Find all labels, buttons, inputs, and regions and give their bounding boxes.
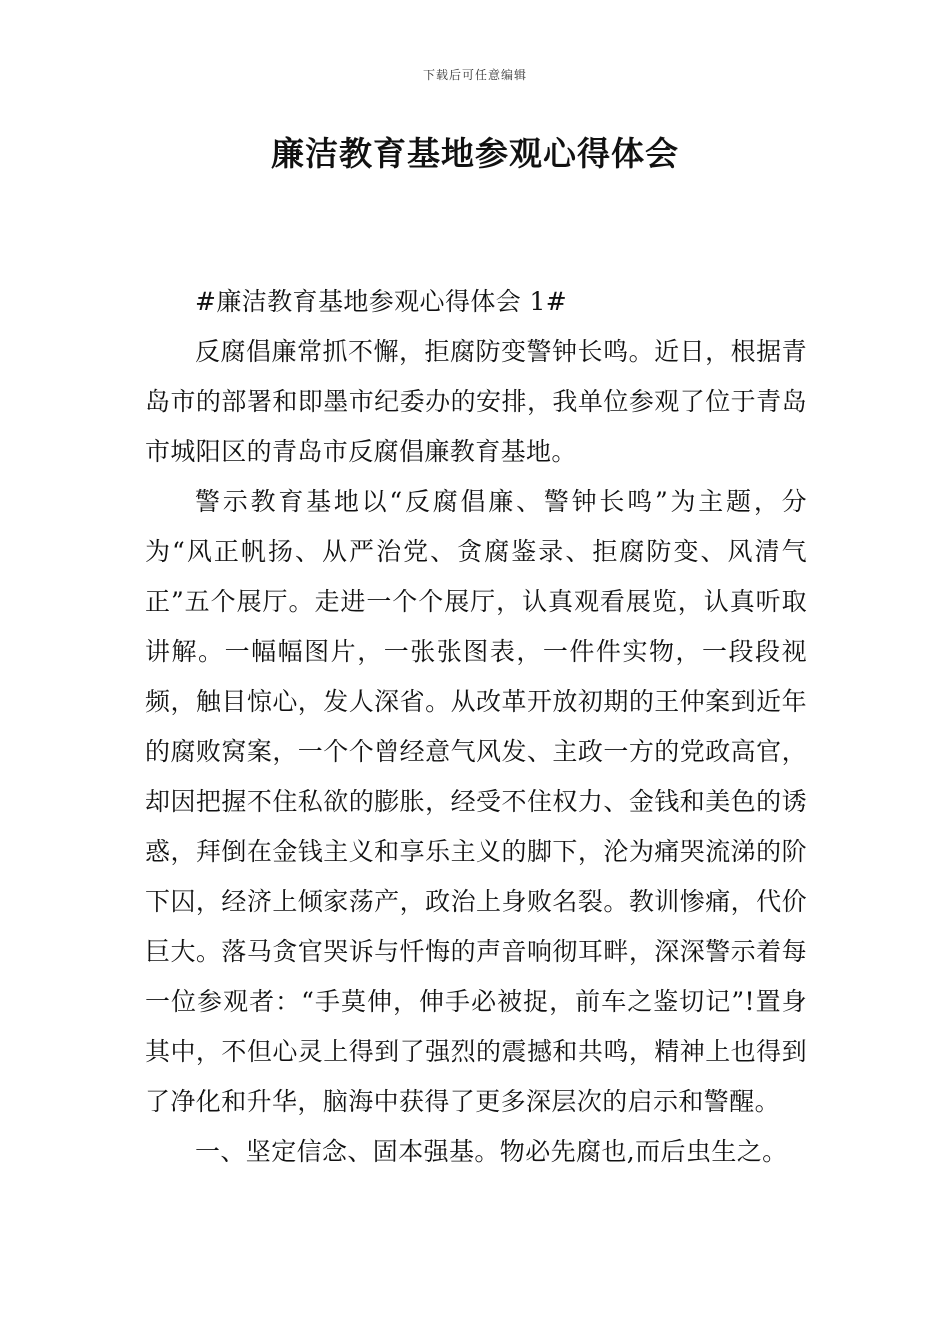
document-body: [145, 277, 807, 1177]
document-title: 廉洁教育基地参观心得体会: [271, 134, 679, 173]
section-marker: #廉洁教育基地参观心得体会 1#: [195, 287, 568, 316]
paragraph-exhibition: 警示教育基地以“反腐倡廉、警钟长鸣”为主题，分为“风正帆扬、从严治党、贪腐鉴录、拒腐防变、风清气正”五个展厅。走进一个个展厅，认真观看展览，认真听取讲解。一幅幅图片，一张张图表，一件件实物，一段段视频，触目惊心，发人深省。从改革开放初期的王仲案到近年的腐败窝案，一个个曾经意气风发、主政一方的党政高官，却因把握不住私欲的膨胀，经受不住权力、金钱和美色的诱惑，拜倒在金钱主义和享乐主义的脚下，沦为痛哭流涕的阶下囚，经济上倾家荡产，政治上身败名裂。教训惨痛，代价巨大。落马贪官哭诉与忏悔的声音响彻耳畔，深深警示着每一位参观者：“手莫伸，伸手必被捉，前车之鉴切记”!置身其中，不但心灵上得到了强烈的震撼和共鸣，精神上也得到了净化和升华，脑海中获得了更多深层次的启示和警醒。: [145, 487, 807, 1116]
paragraph-point-one: 一、坚定信念、固本强基。物必先腐也,而后虫生之。: [195, 1137, 788, 1166]
paragraph-intro: 反腐倡廉常抓不懈，拒腐防变警钟长鸣。近日，根据青岛市的部署和即墨市纪委办的安排，我单位参观了位于青岛市城阳区的青岛市反腐倡廉教育基地。: [145, 337, 807, 466]
header-note: 下载后可任意编辑: [422, 68, 527, 82]
